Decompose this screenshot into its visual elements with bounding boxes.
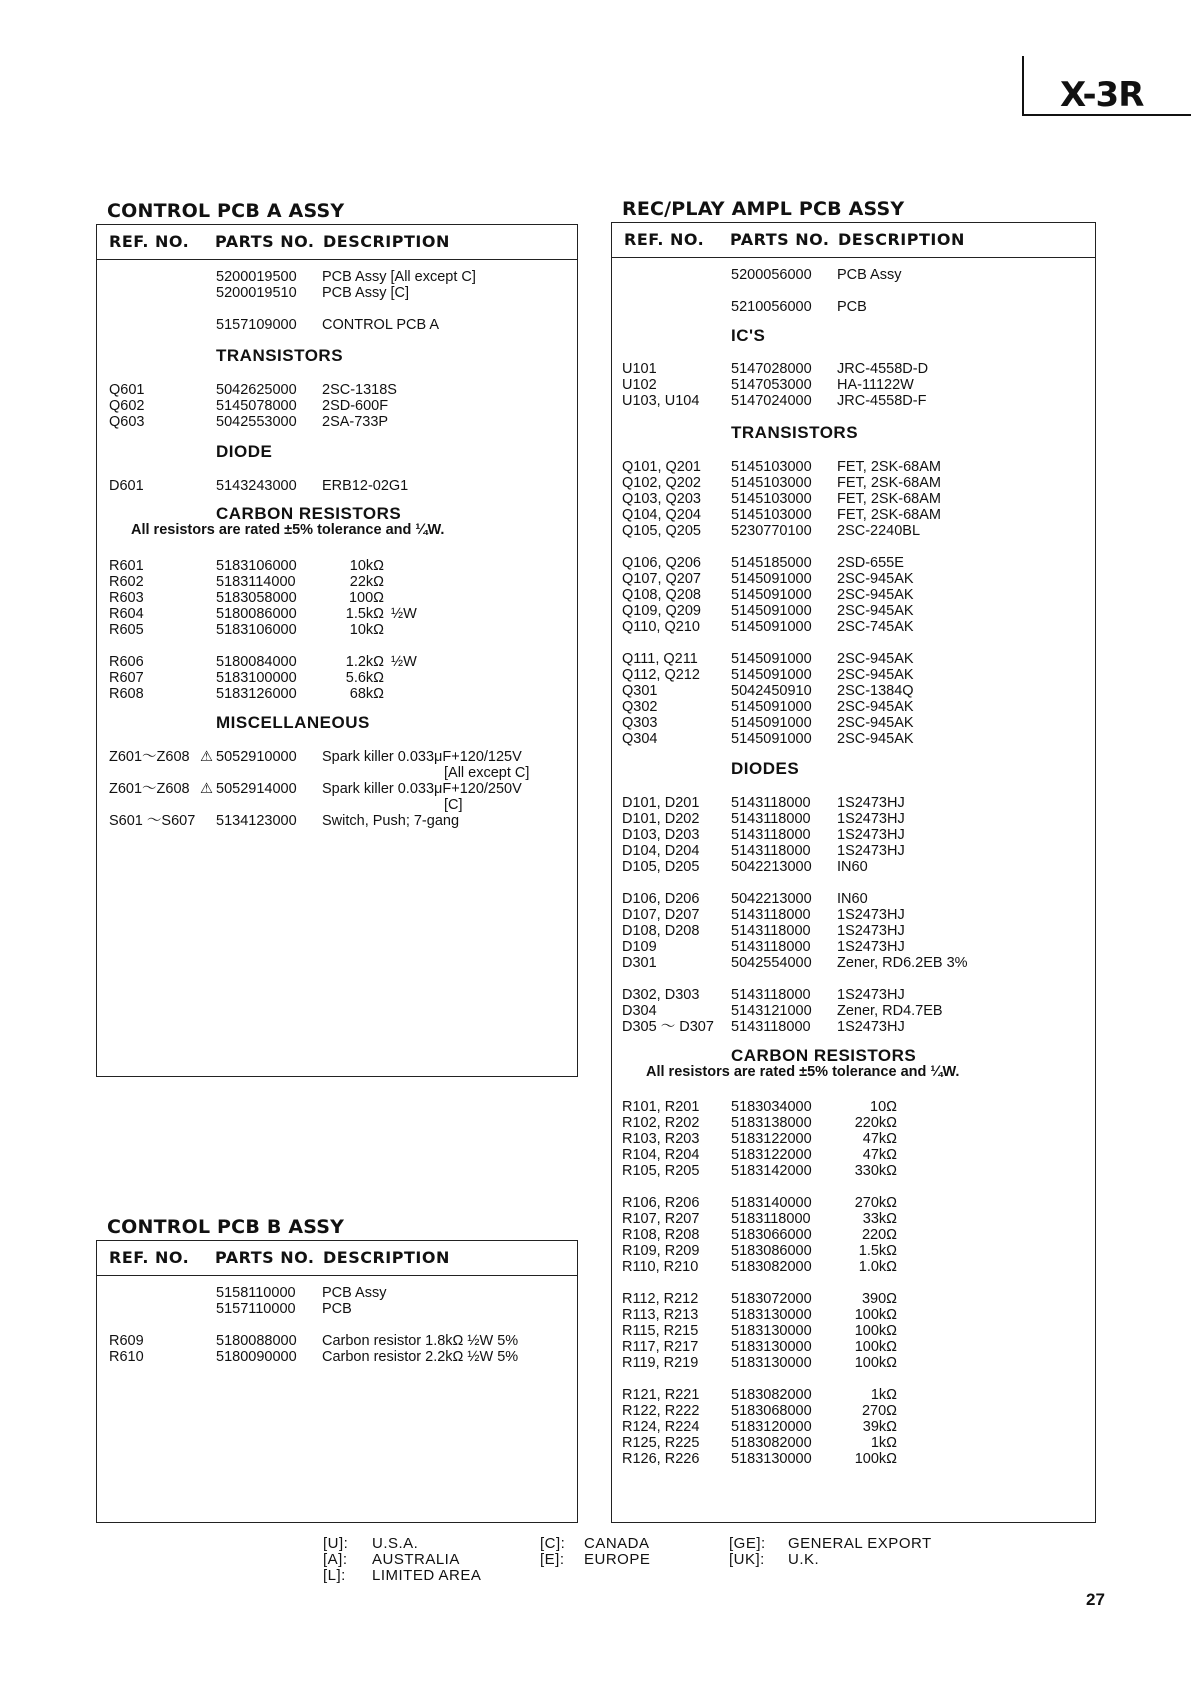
part-number: 5183130000 [731,1355,812,1371]
description: Switch, Push; 7-gang [322,813,460,829]
ref-no: D301 [622,955,657,971]
section-heading-diodes: DIODES [731,759,800,778]
ref-no: R609 [109,1333,144,1349]
part-number: 5042554000 [731,955,812,971]
part-number: 5183130000 [731,1339,812,1355]
ref-no: R101, R201 [622,1099,700,1115]
part-number: 5210056000 [731,299,812,315]
part-number: 5183138000 [731,1115,812,1131]
part-number: 5183086000 [731,1243,812,1259]
control-a-table [96,224,578,1077]
part-number: 5143118000 [731,811,811,827]
part-number: 5145078000 [216,398,297,414]
description: Carbon resistor 1.8kΩ ½W 5% [322,1333,519,1349]
description: 2SC-945AK [837,667,914,683]
ref-no: Q106, Q206 [622,555,701,571]
part-number: 5183066000 [731,1227,812,1243]
resistance-value: 5.6kΩ [345,670,384,686]
resistance-value: 22kΩ [349,574,384,590]
ref-no: R604 [109,606,144,622]
description: 1S2473HJ [837,987,905,1003]
ref-no: D305 ～ D307 [622,1019,714,1035]
resistance-value: 390Ω [861,1291,897,1307]
description: FET, 2SK-68AM [837,507,941,523]
model-label: X-3R [1060,75,1144,115]
part-number: 5183082000 [731,1435,812,1451]
tolerance-note: All resistors are rated ±5% tolerance and ¼W. [131,522,445,538]
part-number: 5180090000 [216,1349,297,1365]
part-number: 5157110000 [216,1301,296,1317]
description: Spark killer 0.033μF+120/125V [322,749,522,765]
ref-no: Q101, Q201 [622,459,701,475]
ref-no: R113, R213 [622,1307,699,1323]
ref-no: Z601～Z608 [109,749,190,765]
part-number: 5145185000 [731,555,812,571]
description: JRC-4558D-F [837,393,927,409]
part-number: 5180084000 [216,654,297,670]
safety-warning-icon: ⚠ [200,749,213,765]
ref-no: Q102, Q202 [622,475,701,491]
ref-no: R104, R204 [622,1147,700,1163]
part-number: 5145091000 [731,603,812,619]
description: 2SC-945AK [837,571,914,587]
part-number: 5145091000 [731,571,812,587]
ref-no: R603 [109,590,144,606]
part-number: 5143118000 [731,843,811,859]
part-number: 5183106000 [216,622,297,638]
part-number: 5145103000 [731,475,812,491]
part-number: 5143118000 [731,795,811,811]
ref-no: R607 [109,670,144,686]
ref-no: Q601 [109,382,145,398]
part-number: 5145103000 [731,507,812,523]
part-number: 5183068000 [731,1403,812,1419]
part-number: 5183126000 [216,686,297,702]
ref-no: D302, D303 [622,987,700,1003]
part-number: 5183106000 [216,558,297,574]
resistance-value: 1.0kΩ [858,1259,897,1275]
ref-no: Q108, Q208 [622,587,701,603]
resistance-value: 1kΩ [870,1387,897,1403]
ref-no: R102, R202 [622,1115,700,1131]
resistance-value: 1.2kΩ [345,654,384,670]
part-number: 5145103000 [731,491,812,507]
part-number: 5145091000 [731,667,812,683]
ref-no: S601 ～S607 [109,813,196,829]
section-heading-diode: DIODE [216,442,273,461]
ref-no: Q111, Q211 [622,651,698,667]
description: 2SC-745AK [837,619,914,635]
ref-no: D105, D205 [622,859,700,875]
part-number: 5143118000 [731,923,811,939]
ref-no: Q104, Q204 [622,507,701,523]
part-number: 5183114000 [216,574,296,590]
ref-no: R125, R225 [622,1435,700,1451]
part-number: 5042450910 [731,683,812,699]
resistance-value: 10kΩ [349,622,384,638]
legend-name: LIMITED AREA [372,1567,482,1584]
ref-no: Q109, Q209 [622,603,701,619]
ref-no: R126, R226 [622,1451,700,1467]
resistance-value: 1.5kΩ [345,606,384,622]
description: Zener, RD4.7EB [837,1003,943,1019]
part-number: 5143118000 [731,939,811,955]
part-number: 5143118000 [731,987,811,1003]
ref-no: D601 [109,478,144,494]
part-number: 5147024000 [731,393,812,409]
description: FET, 2SK-68AM [837,491,941,507]
part-number: 5042213000 [731,859,812,875]
description: 1S2473HJ [837,939,905,955]
ref-no: D108, D208 [622,923,700,939]
description: 2SC-1318S [322,382,397,398]
part-number: 5183072000 [731,1291,812,1307]
ref-no: R121, R221 [622,1387,700,1403]
part-number: 5042625000 [216,382,297,398]
resistance-value: 100kΩ [854,1339,897,1355]
legend-name: U.K. [788,1551,820,1568]
part-number: 5183130000 [731,1451,812,1467]
legend-name: GENERAL EXPORT [788,1535,932,1552]
ref-no: Z601～Z608 [109,781,190,797]
part-number: 5157109000 [216,317,297,333]
description: FET, 2SK-68AM [837,475,941,491]
tolerance-note: All resistors are rated ±5% tolerance and ¼W. [646,1064,960,1080]
ref-no: Q112, Q212 [622,667,700,683]
description: 2SA-733P [322,414,389,430]
resistance-value: 270kΩ [854,1195,897,1211]
ref-no: Q302 [622,699,658,715]
resistance-value: 220Ω [861,1227,897,1243]
part-number: 5143118000 [731,907,811,923]
part-number: 5183082000 [731,1387,812,1403]
col-desc-header: DESCRIPTION [838,230,965,249]
col-ref-header: REF. NO. [624,230,705,249]
col-ref-header: REF. NO. [109,232,190,251]
col-parts-header: PARTS NO. [215,232,315,251]
resistance-value: 39kΩ [862,1419,897,1435]
description: 2SC-945AK [837,699,914,715]
ref-no: R117, R217 [622,1339,699,1355]
resistance-value: 1kΩ [870,1435,897,1451]
description: PCB Assy [All except C] [322,269,476,285]
resistance-value: 220kΩ [854,1115,897,1131]
region-note: [All except C] [444,765,530,781]
ref-no: R601 [109,558,144,574]
part-number: 5042553000 [216,414,297,430]
part-number: 5052910000 [216,749,297,765]
resistance-value: 33kΩ [862,1211,897,1227]
ref-no: U101 [622,361,657,377]
control-b-title: CONTROL PCB B ASSY [107,1216,345,1238]
description: CONTROL PCB A [322,317,440,333]
rec-play-table [611,222,1096,1523]
part-number: 5147028000 [731,361,812,377]
part-number: 5183122000 [731,1131,812,1147]
description: Carbon resistor 2.2kΩ ½W 5% [322,1349,519,1365]
description: 2SC-945AK [837,715,914,731]
legend-code: [L]: [323,1567,346,1584]
part-number: 5042213000 [731,891,812,907]
description: 1S2473HJ [837,827,905,843]
description: 2SC-945AK [837,731,914,747]
legend-code: [A]: [323,1551,348,1568]
ref-no: Q105, Q205 [622,523,701,539]
part-number: 5183034000 [731,1099,812,1115]
ref-no: R109, R209 [622,1243,700,1259]
part-number: 5158110000 [216,1285,296,1301]
part-number: 5145091000 [731,715,812,731]
part-number: 5145103000 [731,459,812,475]
description: PCB Assy [C] [322,285,410,301]
rec-play-header-row [612,223,1095,258]
part-number: 5183140000 [731,1195,812,1211]
legend-code: [U]: [323,1535,349,1552]
part-number: 5183130000 [731,1323,812,1339]
part-number: 5145091000 [731,731,812,747]
section-heading-miscellaneous: MISCELLANEOUS [216,713,370,732]
ref-no: Q603 [109,414,145,430]
description: 1S2473HJ [837,811,905,827]
ref-no: D106, D206 [622,891,700,907]
section-heading-transistors: TRANSISTORS [731,423,859,442]
description: PCB [837,299,867,315]
resistance-value: 47kΩ [862,1147,897,1163]
legend-code: [C]: [540,1535,566,1552]
description: 2SC-945AK [837,587,914,603]
ref-no: Q303 [622,715,658,731]
section-heading-ics: IC'S [731,326,766,345]
part-number: 5145091000 [731,587,812,603]
part-number: 5145091000 [731,619,812,635]
ref-no: D109 [622,939,657,955]
legend-name: AUSTRALIA [372,1551,460,1568]
control-a-title: CONTROL PCB A ASSY [107,200,345,222]
part-number: 5183142000 [731,1163,812,1179]
region-note: [C] [444,797,463,813]
ref-no: D103, D203 [622,827,700,843]
ref-no: Q110, Q210 [622,619,700,635]
part-number: 5183058000 [216,590,297,606]
part-number: 5183118000 [731,1211,811,1227]
description: ERB12-02G1 [322,478,409,494]
wattage: ½W [391,606,417,622]
description: FET, 2SK-68AM [837,459,941,475]
description: IN60 [837,891,868,907]
resistance-value: 1.5kΩ [858,1243,897,1259]
description: 2SC-945AK [837,651,914,667]
part-number: 5134123000 [216,813,297,829]
ref-no: U103, U104 [622,393,700,409]
resistance-value: 100kΩ [854,1451,897,1467]
legend-code: [E]: [540,1551,565,1568]
resistance-value: 330kΩ [854,1163,897,1179]
part-number: 5052914000 [216,781,297,797]
col-parts-header: PARTS NO. [730,230,830,249]
ref-no: R105, R205 [622,1163,700,1179]
part-number: 5200019500 [216,269,297,285]
page-number: 27 [1086,1590,1105,1609]
part-number: 5200056000 [731,267,812,283]
ref-no: Q301 [622,683,658,699]
description: 2SD-655E [837,555,904,571]
section-heading-transistors: TRANSISTORS [216,346,344,365]
resistance-value: 100kΩ [854,1323,897,1339]
part-number: 5230770100 [731,523,812,539]
ref-no: R119, R219 [622,1355,699,1371]
description: 1S2473HJ [837,1019,905,1035]
ref-no: R610 [109,1349,144,1365]
resistance-value: 10kΩ [349,558,384,574]
resistance-value: 270Ω [861,1403,897,1419]
description: 1S2473HJ [837,907,905,923]
part-number: 5143118000 [731,827,811,843]
section-heading-carbon-resistors: CARBON RESISTORS [731,1046,917,1065]
ref-no: R107, R207 [622,1211,700,1227]
resistance-value: 68kΩ [349,686,384,702]
description: JRC-4558D-D [837,361,929,377]
ref-no: Q103, Q203 [622,491,701,507]
description: 2SD-600F [322,398,389,414]
col-desc-header: DESCRIPTION [323,232,450,251]
part-number: 5183120000 [731,1419,812,1435]
ref-no: R112, R212 [622,1291,699,1307]
ref-no: R108, R208 [622,1227,700,1243]
description: 1S2473HJ [837,923,905,939]
part-number: 5180086000 [216,606,297,622]
ref-no: R110, R210 [622,1259,699,1275]
description: 2SC-2240BL [837,523,921,539]
description: PCB [322,1301,352,1317]
legend-code: [GE]: [729,1535,766,1552]
description: 2SC-945AK [837,603,914,619]
description: 1S2473HJ [837,795,905,811]
ref-no: R106, R206 [622,1195,700,1211]
part-number: 5183122000 [731,1147,812,1163]
rec-play-title: REC/PLAY AMPL PCB ASSY [622,198,905,220]
safety-warning-icon: ⚠ [200,781,213,797]
col-desc-header: DESCRIPTION [323,1248,450,1267]
ref-no: D304 [622,1003,657,1019]
part-number: 5143121000 [731,1003,812,1019]
control-b-table [96,1240,578,1523]
description: PCB Assy [322,1285,387,1301]
part-number: 5147053000 [731,377,812,393]
description: 2SC-1384Q [837,683,914,699]
legend-name: EUROPE [584,1551,651,1568]
ref-no: Q304 [622,731,658,747]
resistance-value: 100Ω [348,590,384,606]
part-number: 5200019510 [216,285,297,301]
description: PCB Assy [837,267,902,283]
ref-no: R103, R203 [622,1131,700,1147]
part-number: 5143243000 [216,478,297,494]
ref-no: U102 [622,377,657,393]
resistance-value: 10Ω [870,1099,897,1115]
part-number: 5180088000 [216,1333,297,1349]
resistance-value: 100kΩ [854,1355,897,1371]
description: Spark killer 0.033μF+120/250V [322,781,522,797]
col-parts-header: PARTS NO. [215,1248,315,1267]
ref-no: D101, D202 [622,811,700,827]
description: Zener, RD6.2EB 3% [837,955,968,971]
col-ref-header: REF. NO. [109,1248,190,1267]
legend-name: U.S.A. [372,1535,419,1552]
description: HA-11122W [837,377,914,393]
ref-no: R608 [109,686,144,702]
resistance-value: 100kΩ [854,1307,897,1323]
ref-no: D104, D204 [622,843,700,859]
part-number: 5145091000 [731,651,812,667]
part-number: 5183082000 [731,1259,812,1275]
legend-code: [UK]: [729,1551,765,1568]
ref-no: Q602 [109,398,145,414]
description: IN60 [837,859,868,875]
resistance-value: 47kΩ [862,1131,897,1147]
part-number: 5143118000 [731,1019,811,1035]
legend-name: CANADA [584,1535,650,1552]
ref-no: R115, R215 [622,1323,699,1339]
ref-no: R606 [109,654,144,670]
ref-no: R602 [109,574,144,590]
wattage: ½W [391,654,417,670]
ref-no: R605 [109,622,144,638]
control-a-header-row [97,225,577,260]
ref-no: Q107, Q207 [622,571,701,587]
description: 1S2473HJ [837,843,905,859]
ref-no: D101, D201 [622,795,700,811]
ref-no: D107, D207 [622,907,700,923]
part-number: 5145091000 [731,699,812,715]
ref-no: R124, R224 [622,1419,700,1435]
section-heading-carbon-resistors: CARBON RESISTORS [216,504,402,523]
control-b-header-row [97,1241,577,1276]
part-number: 5183100000 [216,670,297,686]
part-number: 5183130000 [731,1307,812,1323]
ref-no: R122, R222 [622,1403,700,1419]
